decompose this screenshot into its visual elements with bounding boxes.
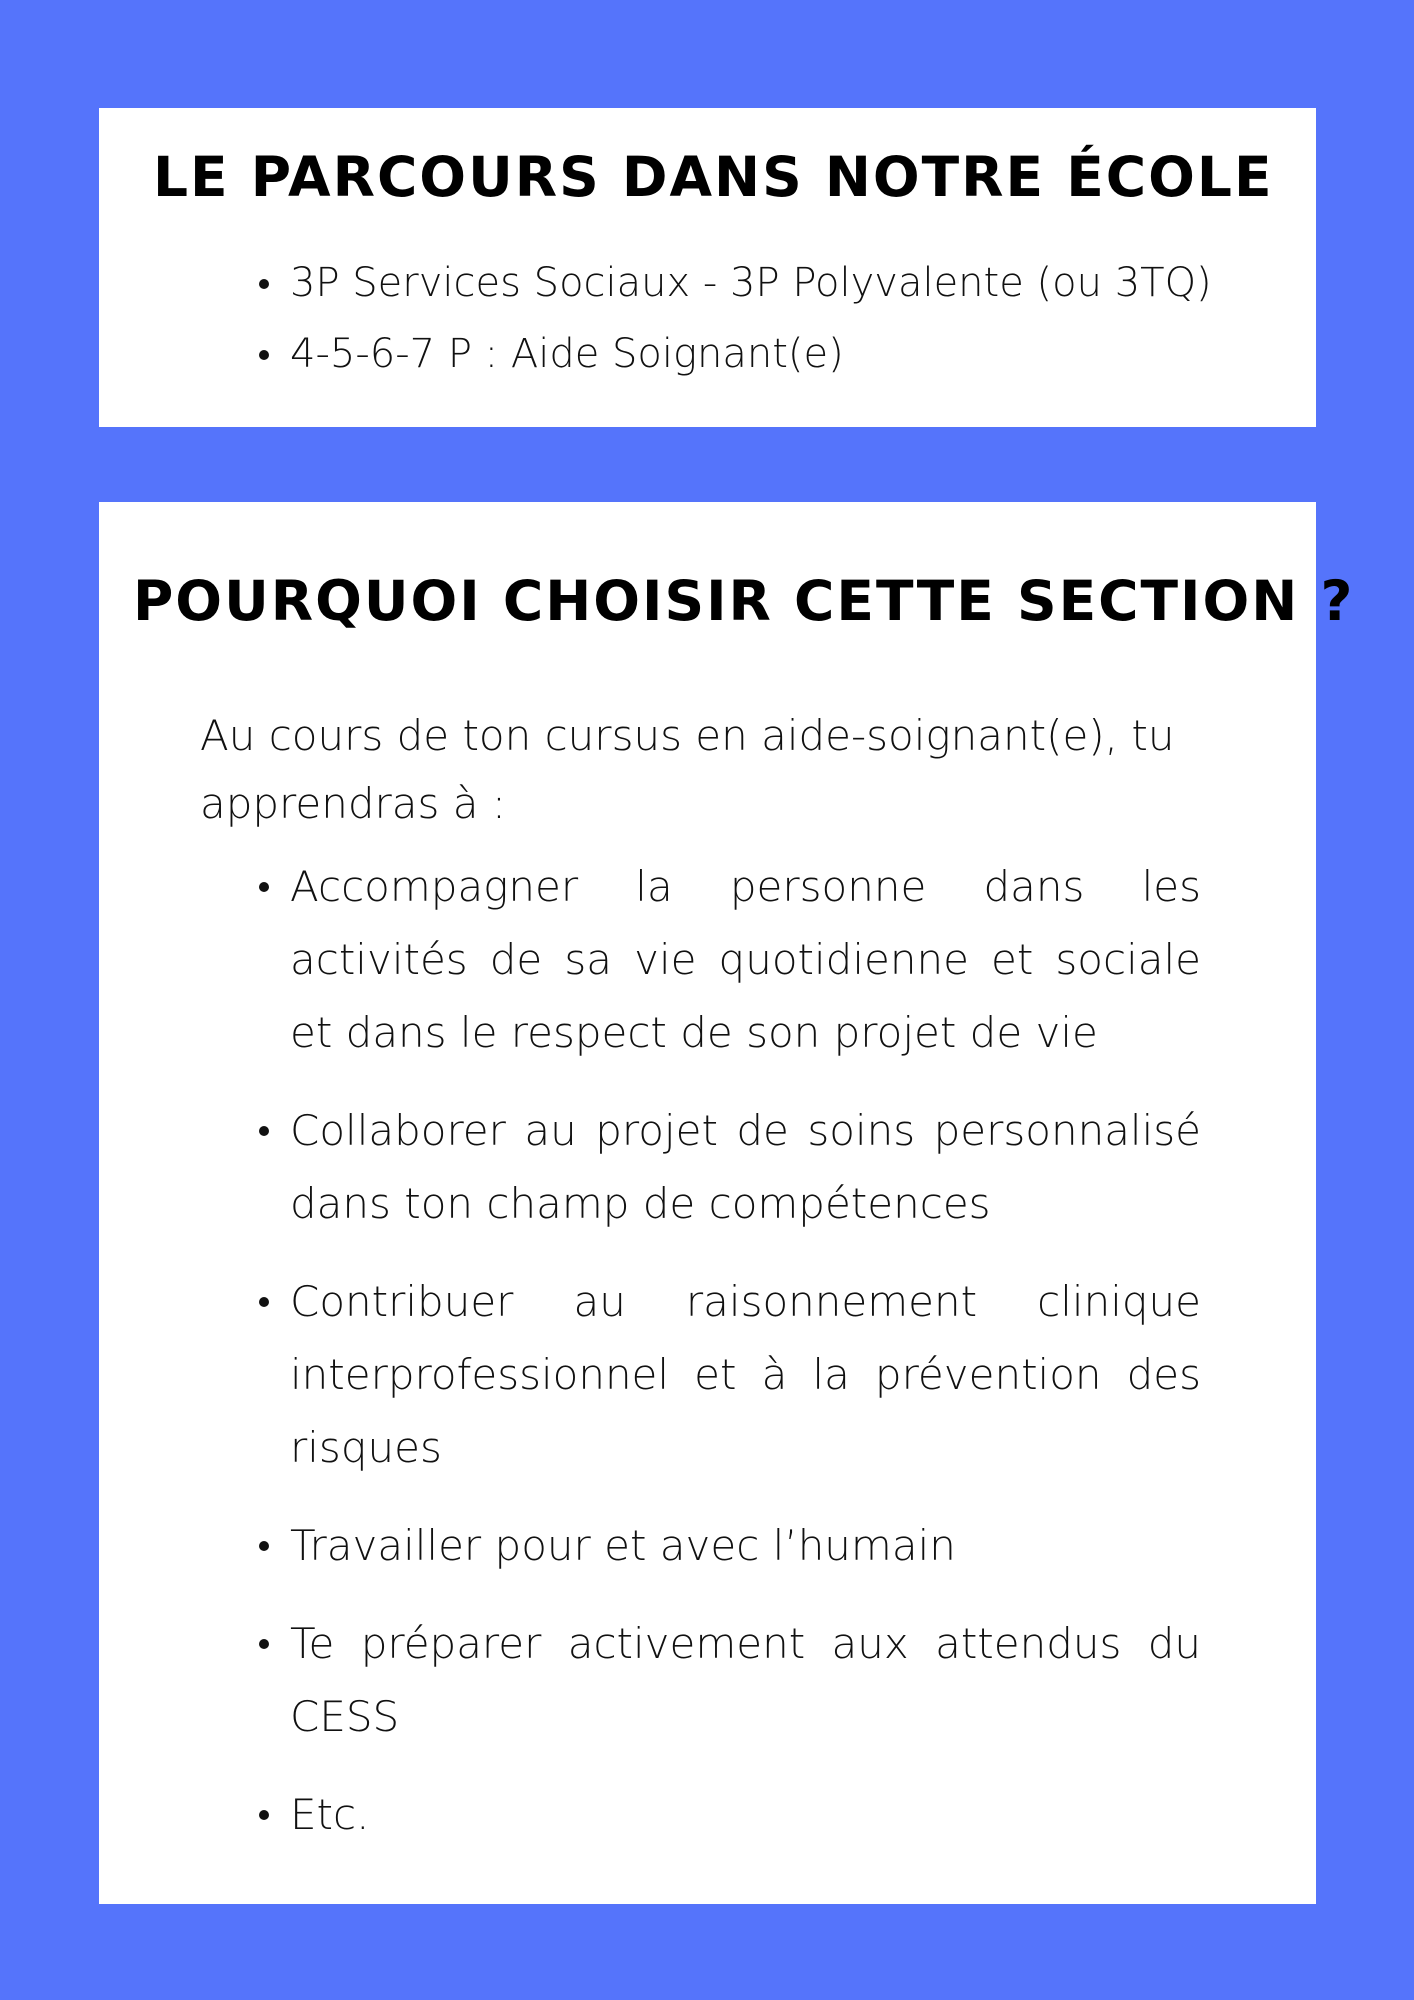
list-item	[290, 248, 1290, 319]
list-item	[290, 1778, 1201, 1851]
list-item	[290, 319, 1290, 390]
list-item	[290, 1265, 1201, 1484]
bullet-icon	[259, 279, 269, 289]
list-item-text: 3P Services Sociaux - 3P Polyvalente (ou 3TQ)	[290, 260, 1212, 306]
list-item	[290, 850, 1201, 1069]
intro-text: Au cours de ton cursus en aide-soignant(e), tu apprendras à :	[200, 711, 1175, 828]
list-item-text: Travailler pour et avec l’humain	[290, 1521, 956, 1570]
list-item	[290, 1094, 1201, 1240]
list-item-text: Collaborer au projet de soins personnalisé dans ton champ de compétences	[290, 1106, 1201, 1228]
bullet-icon	[259, 350, 269, 360]
list-item	[290, 1607, 1201, 1753]
list-item-text: Etc.	[290, 1790, 370, 1839]
bullet-icon	[259, 1541, 269, 1551]
bullet-icon	[259, 1126, 269, 1136]
parcours-card	[99, 108, 1316, 427]
list-item-text: Contribuer au raisonnement clinique interprofessionnel et à la prévention des risques	[290, 1277, 1201, 1472]
list-item	[290, 1509, 1201, 1582]
bullet-icon	[259, 1810, 269, 1820]
parcours-heading: LE PARCOURS DANS NOTRE ÉCOLE	[153, 145, 1274, 209]
pourquoi-card	[99, 502, 1355, 1904]
bullet-icon	[259, 882, 269, 892]
pourquoi-heading: POURQUOI CHOISIR CETTE SECTION ?	[133, 569, 1355, 633]
list-item-text: Te préparer activement aux attendus du CESS	[290, 1619, 1201, 1741]
bullet-icon	[259, 1639, 269, 1649]
bullet-icon	[259, 1297, 269, 1307]
parcours-list	[290, 248, 1290, 390]
pourquoi-list	[290, 850, 1201, 1876]
list-item-text: Accompagner la personne dans les activités de sa vie quotidienne et sociale et dans le respect de son projet de vie	[290, 862, 1201, 1057]
list-item-text: 4-5-6-7 P : Aide Soignant(e)	[290, 331, 844, 377]
